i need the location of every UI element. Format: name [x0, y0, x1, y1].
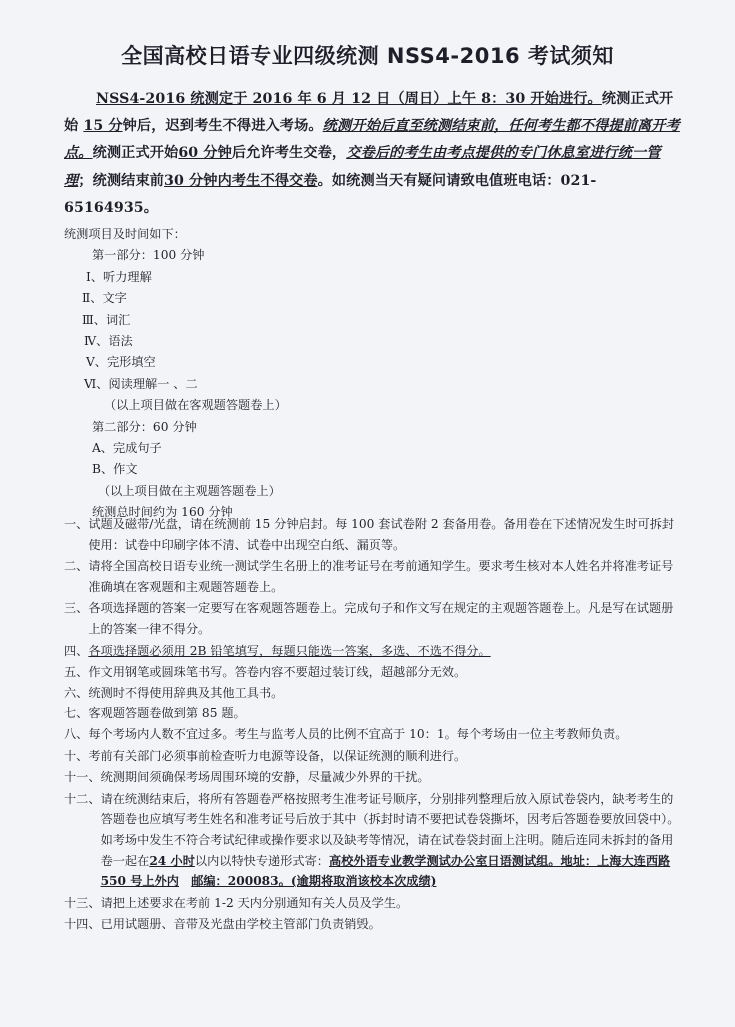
- rule-10: 十、 考前有关部门必须事前检查听力电源等设备，以保证统测的顺利进行。: [64, 748, 467, 763]
- item-cloze: Ⅴ、完形填空: [86, 355, 156, 370]
- exam-items-section: [64, 224, 684, 524]
- rule-7: 七、 客观题答题卷做到第 85 题。: [64, 706, 246, 721]
- part-one: 第一部分：100 分钟: [92, 248, 205, 263]
- rule-6: 六、 统测时不得使用辞典及其他工具书。: [64, 685, 284, 700]
- total-time: 统测总时间约为 160 分钟: [92, 505, 233, 520]
- rule-1: 一、 试题及磁带/光盘，请在统测前 15 分钟启封。每 100 套试卷附 2 套备用卷。备用卷在下述情况发生时可拆封使用：试卷中印刷字体不清、试卷中出现空白纸、漏页等。: [64, 517, 675, 552]
- item-vocabulary: Ⅲ、词汇: [82, 312, 131, 327]
- rule-11: 十一、 统测期间须确保考场周围环境的安静，尽量减少外界的干扰。: [64, 770, 430, 785]
- page-title: 全国高校日语专业四级统测 NSS4-2016 考试须知: [121, 44, 614, 68]
- objective-note: （以上项目做在客观题答题卷上）: [104, 398, 287, 413]
- rule-8: 八、 每个考场内人数不宜过多。考生与监考人员的比例不宜高于 10：1。每个考场由一位主考教师负责。: [64, 726, 628, 741]
- item-grammar: Ⅳ、语法: [84, 334, 133, 349]
- rule-3: 三、 各项选择题的答案一定要写在客观题答题卷上。完成句子和作文写在规定的主观题答题卷上。凡是写在试题册上的答案一律不得分。: [64, 601, 674, 636]
- rule-14: 十四、 已用试题册、音带及光盘由学校主管部门负责销毁。: [64, 917, 381, 932]
- subjective-note: （以上项目做在主观题答题卷上）: [98, 483, 281, 498]
- exam-date-text: NSS4-2016 统测定于 2016 年 6 月 12 日（周日）上午 8：30 开始进行。: [96, 91, 602, 107]
- rule-4: 四、 各项选择题必须用 2B 铅笔填写，每题只能选一答案，多选、不选不得分。: [64, 643, 491, 658]
- item-reading: Ⅵ、阅读理解一 、二: [84, 376, 198, 391]
- rule-12: 十二、 请在统测结束后，将所有答题卷严格按照考生准考证号顺序，分别排列整理后放入原试卷袋内，缺考考生的答题卷也应填写考生姓名和准考证号后放于其中（拆封时请不要把试卷袋撕坏，因考后答题卷要放回袋中）。如考场中发生不符合考试纪律或操作要求以及缺考等情况，请在试卷袋封面上注明。随后连同未拆封的备用卷一起在24 小时以内以特快专递形式寄：高校外语专业教学测试办公室日语测试组。地址：上海大连西路 550 号上外内 邮编：200083。(逾期将取消该校本次成绩): [64, 791, 680, 889]
- items-heading: 统测项目及时间如下：: [64, 227, 186, 241]
- part-two: 第二部分：60 分钟: [92, 419, 197, 434]
- item-listening: Ⅰ、听力理解: [86, 269, 152, 284]
- item-sentences: A、完成句子: [92, 441, 162, 456]
- rule-13: 十三、 请把上述要求在考前 1-2 天内分别通知有关人员及学生。: [64, 895, 409, 910]
- item-characters: Ⅱ、文字: [82, 291, 127, 306]
- rule-5: 五、 作文用钢笔或圆珠笔书写。答卷内容不要超过装订线，超越部分无效。: [64, 665, 467, 680]
- intro-paragraph: NSS4-2016 统测定于 2016 年 6 月 12 日（周日）上午 8：30 开始进行。统测正式开始 15 分钟后，迟到考生不得进入考场。统测开始后直至统测结束前，任何考生都不得提前离开考点。统测正式开始60 分钟后允许考生交卷，交卷后的考生由考点提供的专门休息室进行统一管理；统测结束前30 分钟内考生不得交卷。如统测当天有疑问请致电值班电话：021-65164935。: [64, 91, 680, 216]
- no-early-leave-text: 统测开始后直至统测结束前，任何考生都不得提前离开考点。: [64, 118, 680, 162]
- rest-room-text: 交卷后的考生由考点提供的专门休息室进行统一管理: [64, 145, 661, 189]
- rules-list: [64, 514, 684, 936]
- item-essay: B、作文: [92, 462, 138, 477]
- rule-2: 二、 请将全国高校日语专业统一测试学生名册上的准考证号在考前通知学生。要求考生核对本人姓名并将准考证号准确填在客观题和主观题答题卷上。: [64, 559, 674, 594]
